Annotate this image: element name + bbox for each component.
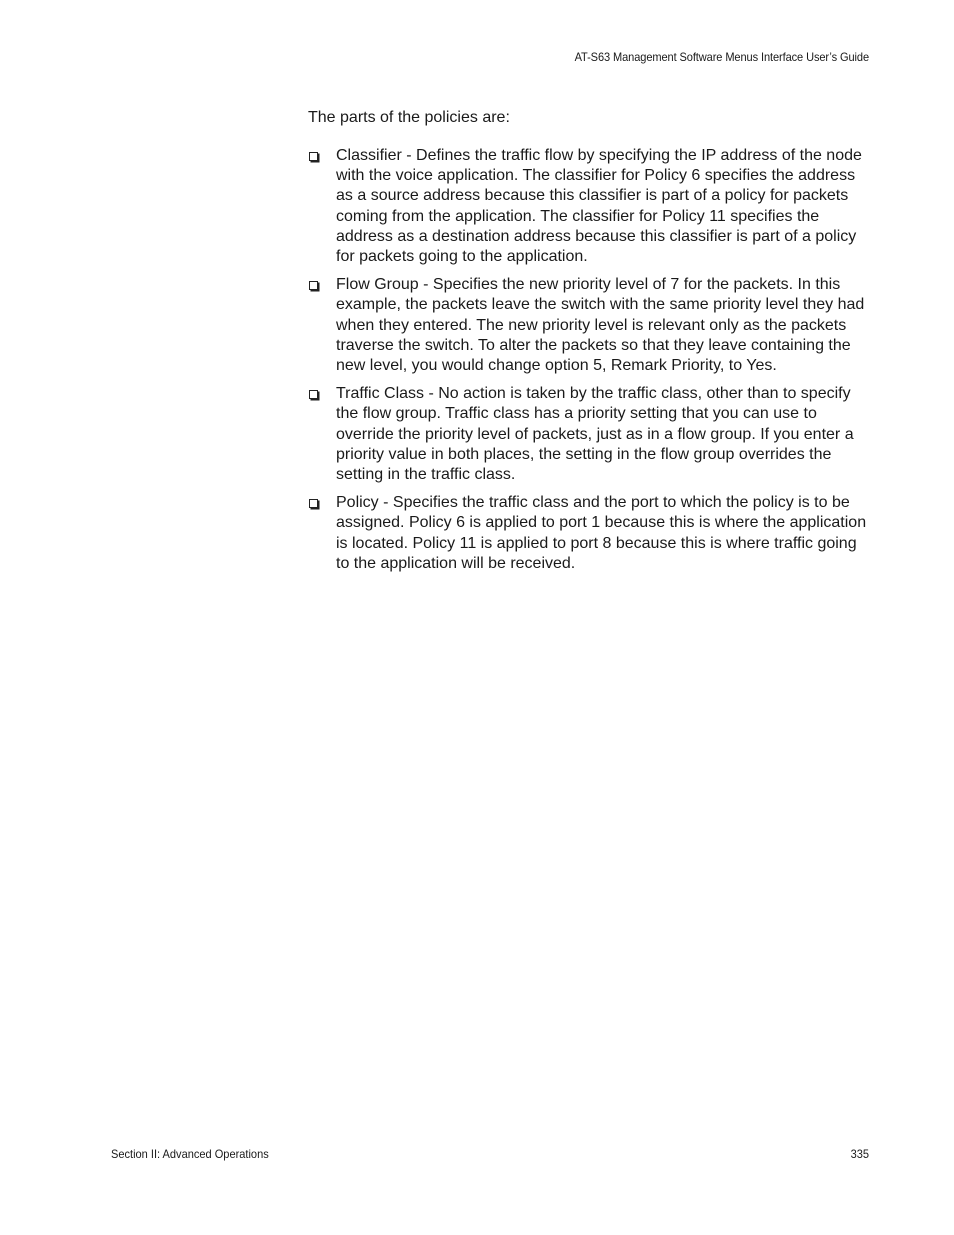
running-header: AT-S63 Management Software Menus Interface User’s Guide <box>574 50 869 64</box>
list-item-text: Policy - Specifies the traffic class and the port to which the policy is to be assigned. Policy 6 is applied to port 1 because this is where the application is located. Policy 11 is applied to port 8 because this is where traffic going to the application will be received. <box>336 494 867 572</box>
list-item-flow-group <box>308 275 870 376</box>
list-item-traffic-class <box>308 384 870 485</box>
policy-parts-list <box>308 146 870 574</box>
checkbox-bullet-icon <box>309 390 318 399</box>
page-number: 335 <box>850 1147 869 1161</box>
list-item-text: Classifier - Defines the traffic flow by specifying the IP address of the node with the voice application. The classifier for Policy 6 specifies the address as a source address because this classifier is part of a policy for packets coming from the application. The classifier for Policy 11 specifies the address as a destination address because this classifier is part of a policy for packets going to the application. <box>336 147 862 266</box>
footer-section-label: Section II: Advanced Operations <box>111 1147 269 1161</box>
intro-paragraph: The parts of the policies are: <box>308 109 510 126</box>
list-item-text: Traffic Class - No action is taken by the traffic class, other than to specify the flow group. Traffic class has a priority setting that you can use to override the priority level of packets, just as in a flow group. If you enter a priority value in both places, the setting in the flow group overrides the setting in the traffic class. <box>336 385 854 484</box>
list-item-text: Flow Group - Specifies the new priority level of 7 for the packets. In this example, the packets leave the switch with the same priority level they had when they entered. The new priority level is relevant only as the packets traverse the switch. To alter the packets so that they leave containing the new level, you would change option 5, Remark Priority, to Yes. <box>336 276 865 375</box>
page-content <box>308 108 870 582</box>
checkbox-bullet-icon <box>309 281 318 290</box>
list-item-classifier <box>308 146 870 267</box>
checkbox-bullet-icon <box>309 152 318 161</box>
list-item-policy <box>308 493 870 574</box>
checkbox-bullet-icon <box>309 499 318 508</box>
